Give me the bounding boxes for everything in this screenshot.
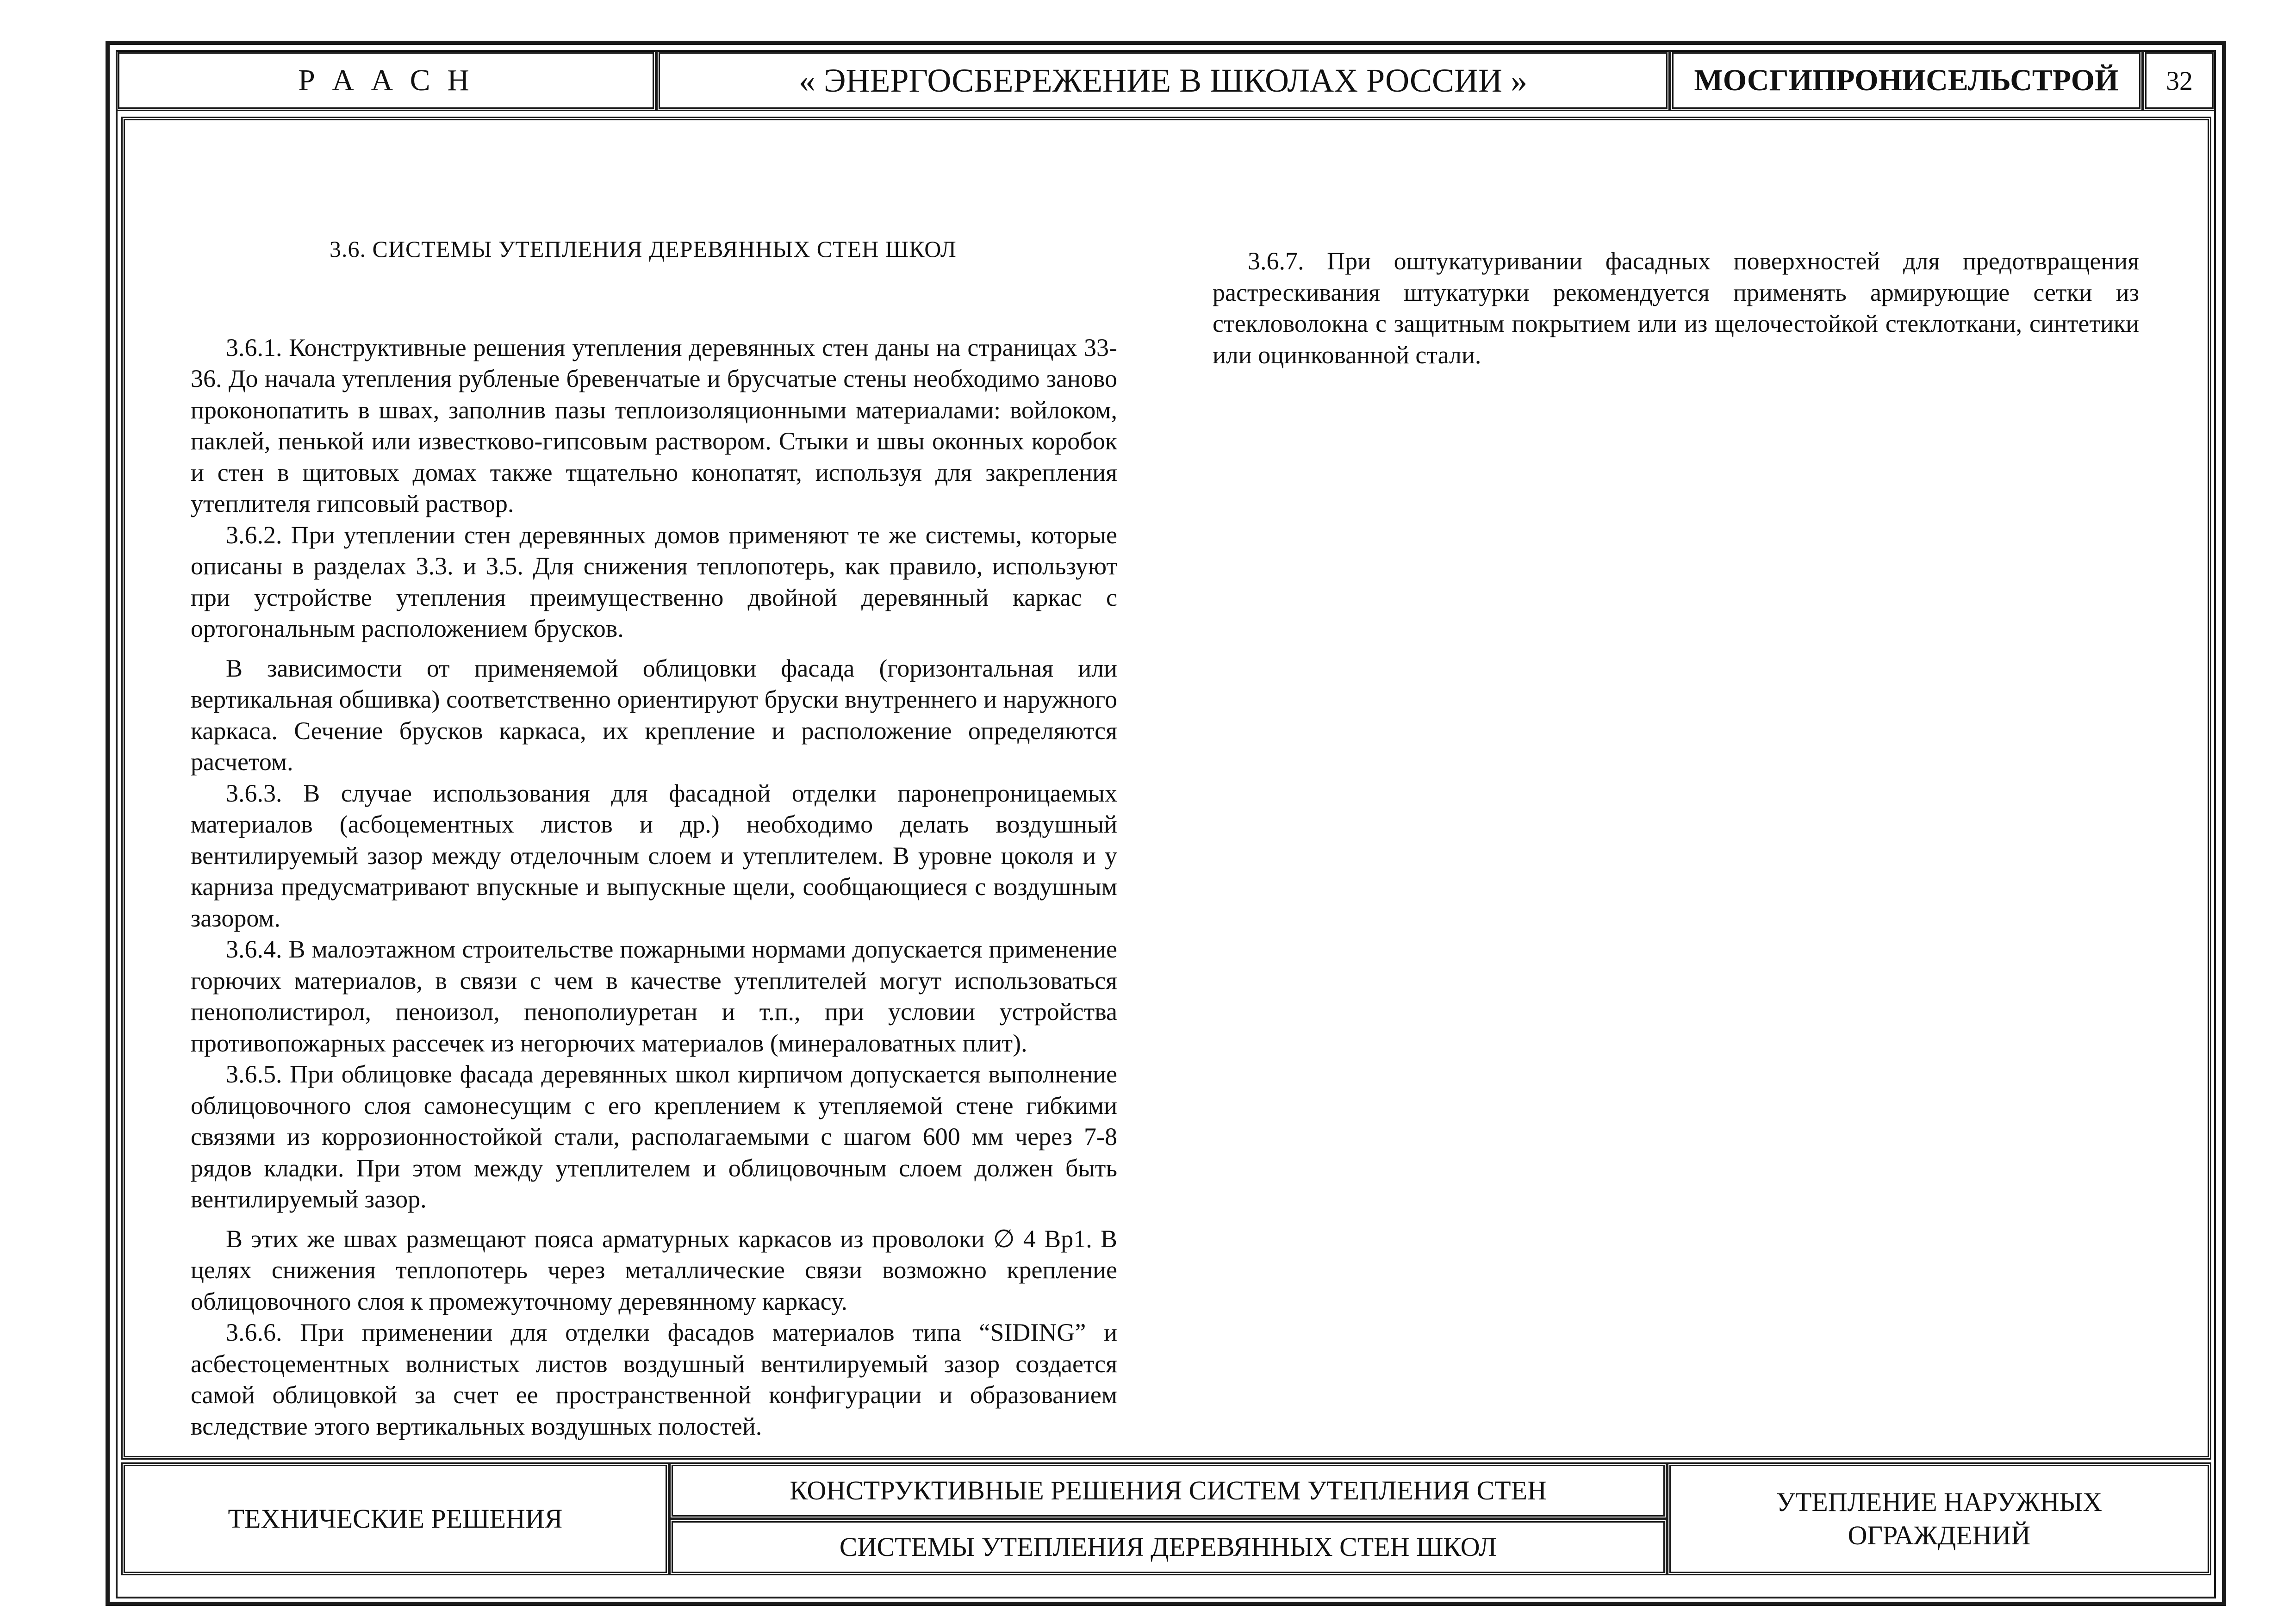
- paragraph-3-6-7: 3.6.7. При оштукатуривании фасадных поверхностей для предотвращения растрескивания штукатурки рекомендуется применять армирующие сетки из стекловолокна с защитным покрытием или из щелочестойкой стеклоткани, синтетики или оцинкованной стали.: [1213, 247, 2139, 369]
- footer-middle-top-text: КОНСТРУКТИВНЫЕ РЕШЕНИЯ СИСТЕМ УТЕПЛЕНИЯ СТЕН: [790, 1475, 1547, 1505]
- paragraph-3-6-6: 3.6.6. При применении для отделки фасадов материалов типа “SIDING” и асбестоцементных волнистых листов воздушный вентилируемый зазор создается самой облицовкой за счет ее пространственной конфигурации и образованием вследствие этого вертикальных воздушных полостей.: [191, 1318, 1117, 1440]
- footer-right: [1667, 1462, 2211, 1575]
- paragraph-3-6-2: 3.6.2. При утеплении стен деревянных домов применяют те же системы, которые описаны в разделах 3.3. и 3.5. Для снижения теплопотерь, как правило, используют при устройстве утепления преимущественно двойной деревянный каркас с ортогональным расположением брусков.: [191, 521, 1117, 642]
- header-org: [116, 50, 656, 111]
- header-institute-text: МОСГИПРОНИСЕЛЬСТРОЙ: [1694, 63, 2119, 97]
- page-number-text: 32: [2166, 65, 2193, 96]
- paragraph-3-6-1: 3.6.1. Конструктивные решения утепления деревянных стен даны на страницах 33-36. До начала утепления рубленые бревенчатые и брусчатые стены необходимо заново проконопатить в швах, заполнив пазы теплоизоляционными материалами: войлоком, паклей, пенькой или известково-гипсовым раствором. Стыки и швы оконных коробок и стен в щитовых домах также тщательно конопатят, используя для закрепления утеплителя гипсовый раствор.: [191, 333, 1117, 517]
- footer-left-text: ТЕХНИЧЕСКИЕ РЕШЕНИЯ: [228, 1504, 563, 1534]
- footer-middle-bottom: [669, 1519, 1667, 1575]
- page-number: [2143, 50, 2216, 111]
- paragraph-3-6-2-cont: В зависимости от применяемой облицовки фасада (горизонтальная или вертикальная обшивка) соответственно ориентируют бруски внутреннего и наружного каркаса. Сечение брусков каркаса, их крепление и расположение определяются расчетом.: [191, 654, 1117, 776]
- paragraph-3-6-5-cont: В этих же швах размещают пояса арматурных каркасов из проволоки ∅ 4 Вр1. В целях снижения теплопотерь через металлические связи возможно крепление облицовочного слоя к промежуточному деревянному каркасу.: [191, 1225, 1117, 1315]
- header-program: [656, 50, 1670, 111]
- header-program-text: « ЭНЕРГОСБЕРЕЖЕНИЕ В ШКОЛАХ РОССИИ »: [798, 62, 1528, 99]
- header-institute: [1670, 50, 2143, 111]
- header-org-text: Р А А С Н: [298, 63, 474, 97]
- footer-right-text: УТЕПЛЕНИЕ НАРУЖНЫХ ОГРАЖДЕНИЙ: [1776, 1487, 2103, 1550]
- paragraph-3-6-4: 3.6.4. В малоэтажном строительстве пожарными нормами допускается применение горючих материалов, в связи с чем в качестве утеплителей могут использоваться пенополистирол, пеноизол, пенополиуретан и т.п., при условии устройства противопожарных рассечек из негорючих материалов (минераловатных плит).: [191, 935, 1117, 1057]
- footer-middle-bottom-text: СИСТЕМЫ УТЕПЛЕНИЯ ДЕРЕВЯННЫХ СТЕН ШКОЛ: [839, 1532, 1497, 1562]
- footer-middle-top: [669, 1462, 1667, 1519]
- footer-left: [121, 1462, 669, 1575]
- left-column: [191, 234, 1117, 1442]
- paragraph-3-6-5: 3.6.5. При облицовке фасада деревянных школ кирпичом допускается выполнение облицовочного слоя самонесущим с его креплением к утепляемой стене гибкими связями из коррозионностойкой стали, располагаемыми с шагом 600 мм через 7-8 рядов кладки. При этом между утеплителем и облицовочным слоем должен быть вентилируемый зазор.: [191, 1060, 1117, 1213]
- section-title: 3.6. СИСТЕМЫ УТЕПЛЕНИЯ ДЕРЕВЯННЫХ СТЕН ШКОЛ: [330, 236, 957, 262]
- paragraph-3-6-3: 3.6.3. В случае использования для фасадной отделки паронепроницаемых материалов (асбоцементных листов и др.) необходимо делать воздушный вентилируемый зазор между отделочным слоем и утеплителем. В уровне цоколя и у карниза предусматривают впускные и выпускные щели, сообщающиеся с воздушным зазором.: [191, 779, 1117, 932]
- right-column: [1213, 246, 2139, 371]
